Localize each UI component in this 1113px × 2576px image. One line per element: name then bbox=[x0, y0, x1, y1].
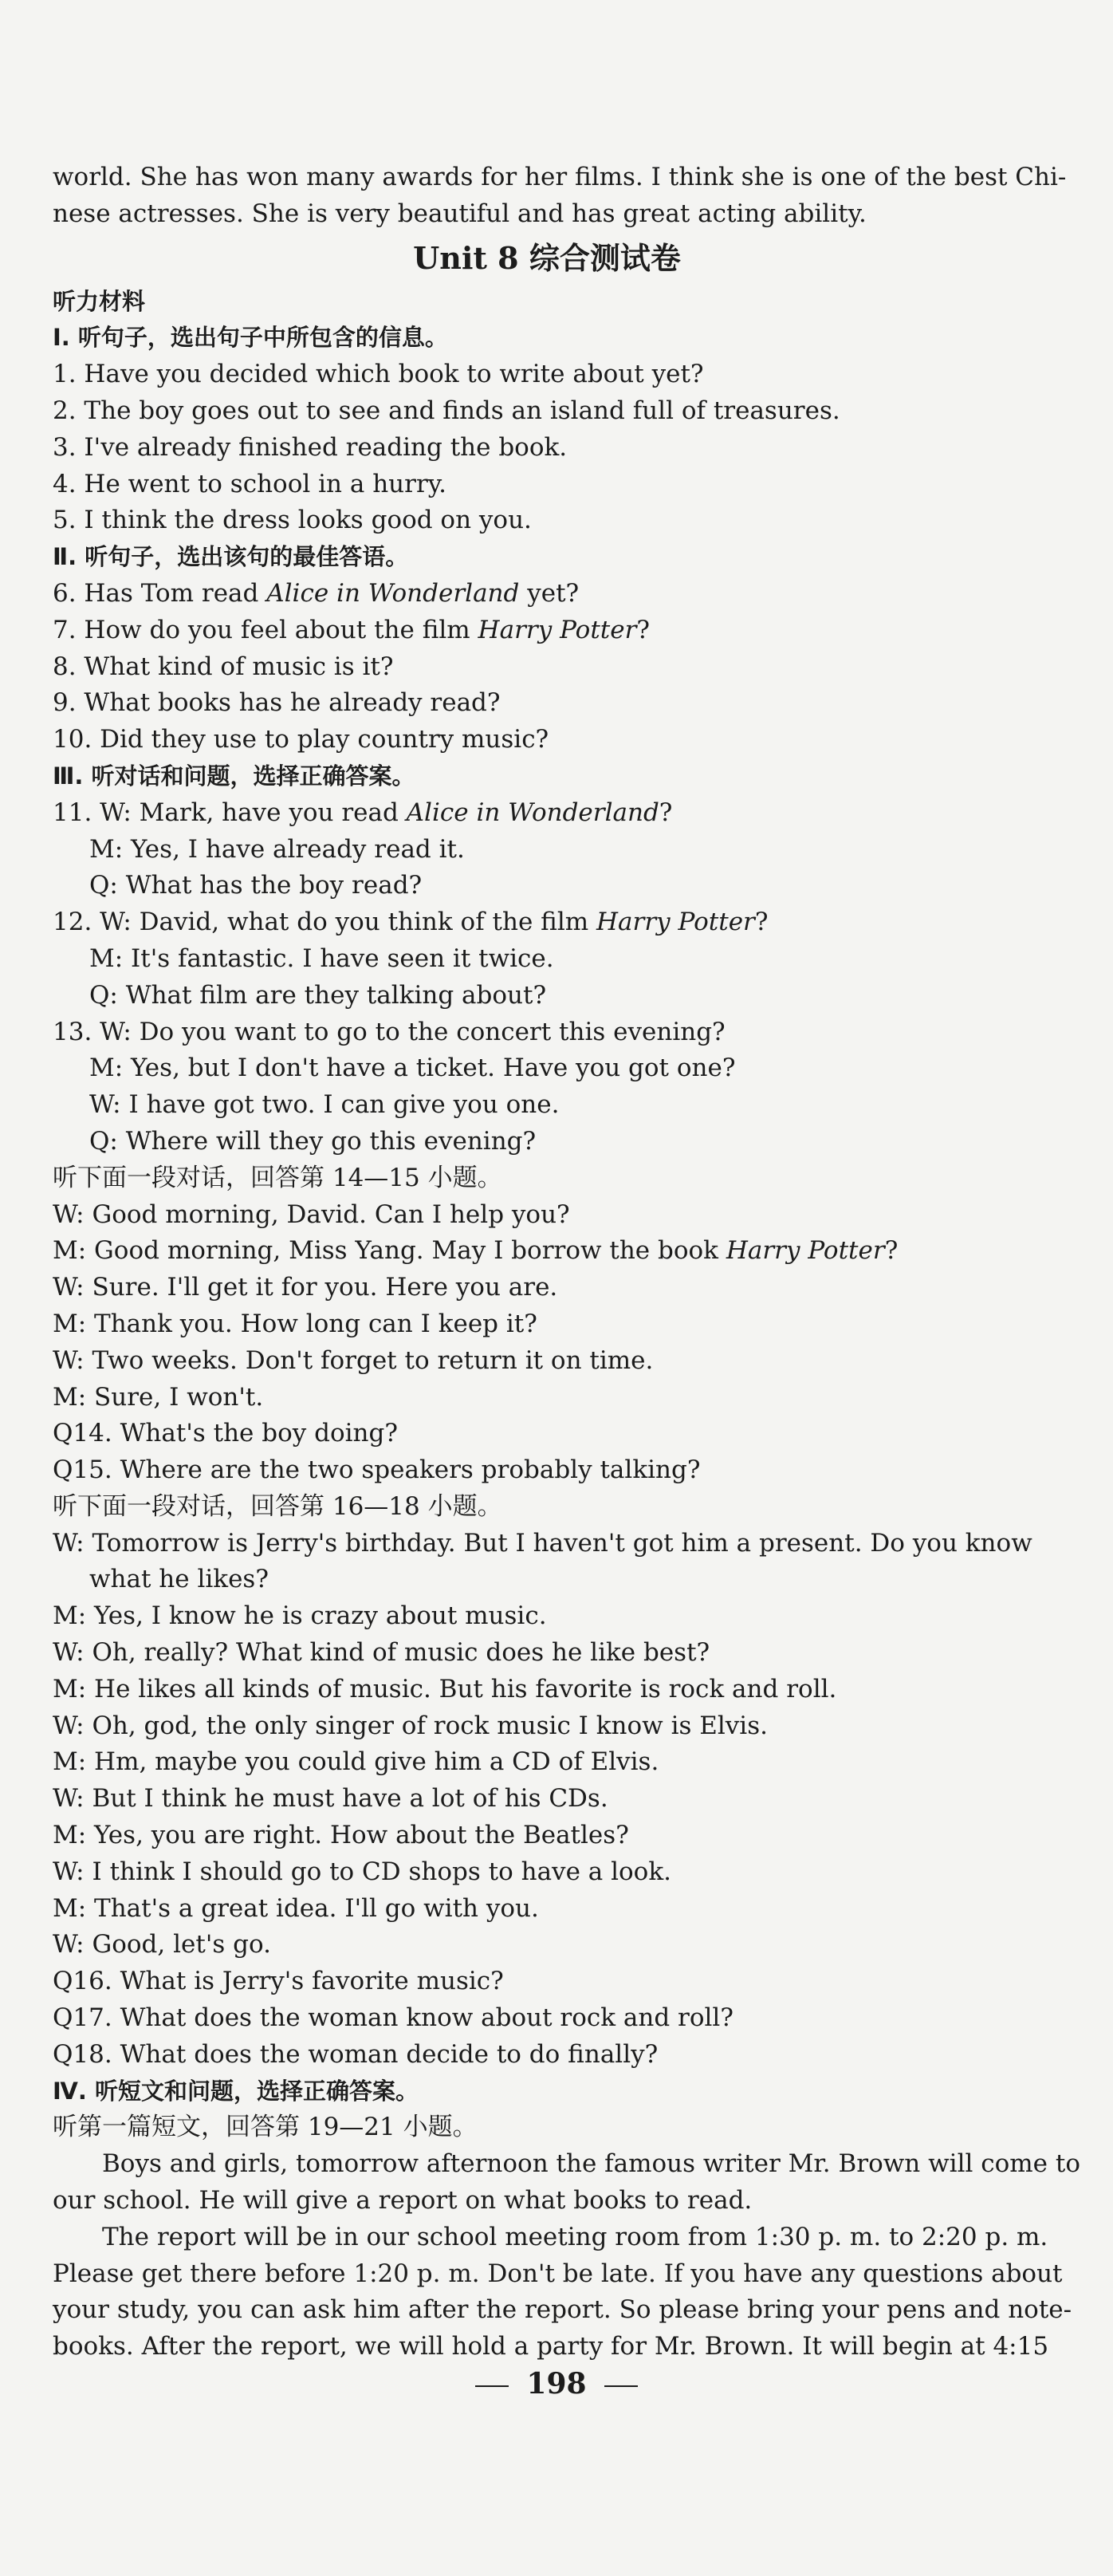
question-18: Q18. What does the woman decide to do finally? bbox=[53, 2039, 659, 2069]
question-13: 13. W: Do you want to go to the concert this evening? bbox=[53, 1017, 726, 1046]
dialogue-line: W: But I think he must have a lot of his CDs. bbox=[53, 1784, 608, 1814]
question-8: 8. What kind of music is it? bbox=[53, 652, 394, 681]
film-title: Harry Potter bbox=[596, 908, 755, 937]
dialogue-question: Q: What film are they talking about? bbox=[89, 980, 547, 1010]
book-title: Alice in Wonderland bbox=[266, 578, 520, 608]
dialogue-line: M: Hm, maybe you could give him a CD of Elvis. bbox=[53, 1747, 659, 1777]
passage-line: books. After the report, we will hold a party for Mr. Brown. It will begin at 4:15 bbox=[53, 2332, 1049, 2361]
dialogue-line: M: Good morning, Miss Yang. May I borrow the book Harry Potter? bbox=[53, 1236, 899, 1266]
passage-line: Boys and girls, tomorrow afternoon the famous writer Mr. Brown will come to bbox=[102, 2149, 1080, 2179]
intro-line: nese actresses. She is very beautiful and has great acting ability. bbox=[53, 199, 867, 228]
question-5: 5. I think the dress looks good on you. bbox=[53, 506, 532, 535]
question-12: 12. W: David, what do you think of the film Harry Potter? bbox=[53, 908, 769, 937]
dialogue-line: M: It's fantastic. I have seen it twice. bbox=[89, 943, 554, 973]
intro-line: world. She has won many awards for her films. I think she is one of the best Chi- bbox=[53, 163, 1067, 191]
dialogue-line: M: Sure, I won't. bbox=[53, 1382, 264, 1412]
dialogue-line: W: Good morning, David. Can I help you? bbox=[53, 1199, 570, 1229]
dialogue-line: W: Sure. I'll get it for you. Here you are. bbox=[53, 1273, 558, 1302]
dialogue-line: W: I have got two. I can give you one. bbox=[89, 1090, 560, 1120]
book-title: Harry Potter bbox=[726, 1236, 885, 1266]
question-10: 10. Did they use to play country music? bbox=[53, 725, 549, 754]
dialogue-line: M: Thank you. How long can I keep it? bbox=[53, 1309, 537, 1338]
dialogue-line: M: Yes, but I don't have a ticket. Have you got one? bbox=[89, 1054, 736, 1083]
question-7: 7. How do you feel about the film Harry Potter? bbox=[53, 615, 651, 644]
question-15: Q15. Where are the two speakers probably talking? bbox=[53, 1455, 701, 1485]
dialogue-line: M: Yes, I have already read it. bbox=[89, 834, 465, 864]
footer-dash bbox=[604, 2385, 638, 2387]
listening-heading: 听力材料 bbox=[53, 287, 146, 315]
dialogue-line: W: Good, let's go. bbox=[53, 1930, 271, 1960]
question-1: 1. Have you decided which book to write about yet? bbox=[53, 360, 704, 389]
passage-line: our school. He will give a report on what books to read. bbox=[53, 2186, 753, 2216]
question-14: Q14. What's the boy doing? bbox=[53, 1419, 398, 1448]
page-number: 198 bbox=[526, 2367, 587, 2401]
dialogue-line: W: Two weeks. Don't forget to return it on time. bbox=[53, 1345, 654, 1375]
dialogue-line: W: Oh, god, the only singer of rock music I know is Elvis. bbox=[53, 1711, 768, 1740]
passage-1-heading: 听第一篇短文，回答第 19—21 小题。 bbox=[53, 2113, 478, 2142]
film-title: Harry Potter bbox=[478, 615, 637, 644]
page-footer bbox=[0, 2367, 1113, 2401]
question-2: 2. The boy goes out to see and finds an island full of treasures. bbox=[53, 396, 840, 425]
section-1-heading: Ⅰ. 听句子，选出句子中所包含的信息。 bbox=[53, 324, 448, 352]
dialogue-line: M: Yes, I know he is crazy about music. bbox=[53, 1601, 547, 1631]
question-3: 3. I've already finished reading the book. bbox=[53, 432, 568, 462]
question-16: Q16. What is Jerry's favorite music? bbox=[53, 1967, 504, 1996]
question-9: 9. What books has he already read? bbox=[53, 688, 501, 718]
question-4: 4. He went to school in a hurry. bbox=[53, 469, 447, 498]
dialogue-line-continued: what he likes? bbox=[89, 1565, 269, 1594]
dialogue-line: W: I think I should go to CD shops to have a look. bbox=[53, 1857, 671, 1886]
unit-title: Unit 8 综合测试卷 bbox=[413, 239, 681, 276]
dialogue-question: Q: Where will they go this evening? bbox=[89, 1126, 537, 1156]
dialogue-line: M: That's a great idea. I'll go with you. bbox=[53, 1893, 539, 1923]
question-6: 6. Has Tom read Alice in Wonderland yet? bbox=[53, 578, 580, 608]
section-3-heading: Ⅲ. 听对话和问题，选择正确答案。 bbox=[53, 762, 415, 790]
dialogue-line: M: Yes, you are right. How about the Beatles? bbox=[53, 1821, 629, 1850]
passage-line: your study, you can ask him after the report. So please bring your pens and note- bbox=[53, 2295, 1072, 2325]
dialogue-line: W: Oh, really? What kind of music does he like best? bbox=[53, 1638, 710, 1668]
question-17: Q17. What does the woman know about rock and roll? bbox=[53, 2003, 733, 2033]
dialogue-line: M: He likes all kinds of music. But his favorite is rock and roll. bbox=[53, 1674, 837, 1704]
question-11: 11. W: Mark, have you read Alice in Wonderland? bbox=[53, 798, 673, 827]
section-4-heading: Ⅳ. 听短文和问题，选择正确答案。 bbox=[53, 2077, 419, 2105]
book-title: Alice in Wonderland bbox=[406, 798, 659, 827]
section-2-heading: Ⅱ. 听句子，选出该句的最佳答语。 bbox=[53, 543, 409, 571]
dialogue-line: W: Tomorrow is Jerry's birthday. But I haven't got him a present. Do you know bbox=[53, 1528, 1032, 1558]
dialogue-question: Q: What has the boy read? bbox=[89, 871, 423, 900]
passage-line: Please get there before 1:20 p. m. Don't be late. If you have any questions about bbox=[53, 2259, 1063, 2288]
dialogue-2-heading: 听下面一段对话，回答第 16—18 小题。 bbox=[53, 1491, 502, 1521]
footer-dash bbox=[475, 2385, 509, 2387]
dialogue-1-heading: 听下面一段对话，回答第 14—15 小题。 bbox=[53, 1163, 502, 1192]
passage-line: The report will be in our school meeting room from 1:30 p. m. to 2:20 p. m. bbox=[102, 2222, 1048, 2251]
